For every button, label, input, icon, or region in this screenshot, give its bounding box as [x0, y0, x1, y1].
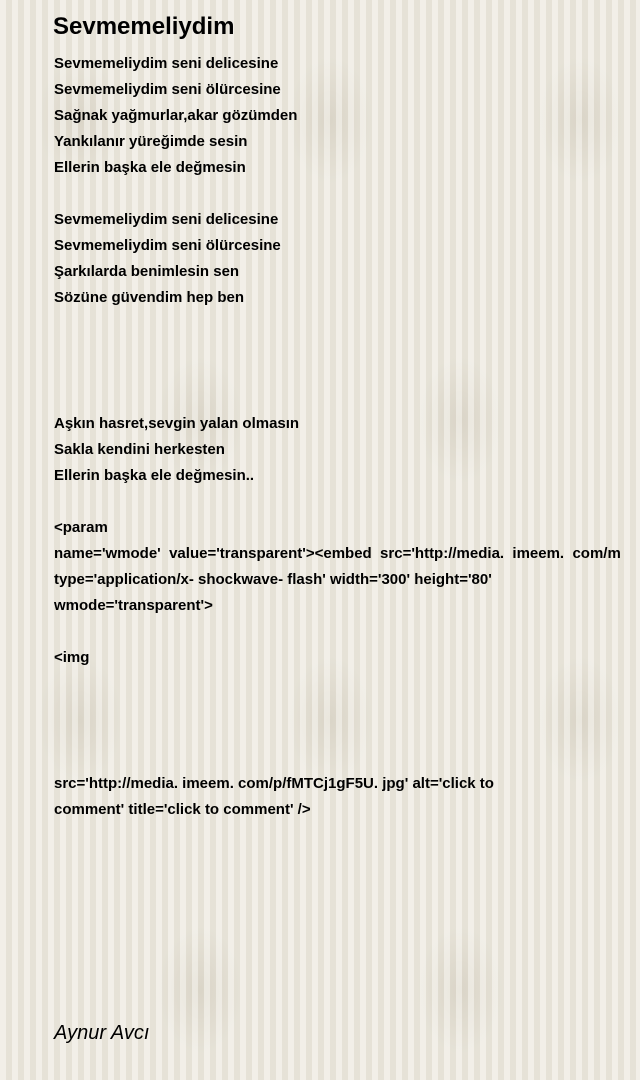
- poem-title: Sevmemeliydim: [53, 13, 235, 40]
- poem-line: Aşkın hasret,sevgin yalan olmasın: [54, 415, 300, 432]
- poem-line: Sevmemeliydim seni ölürcesine: [54, 237, 281, 254]
- embed-code-line: name='wmode' value='transparent'><embed src='http://media. imeem. com/m: [54, 545, 621, 562]
- embed-code-line: <img: [54, 649, 90, 666]
- poem-line: Şarkılarda benimlesin sen: [54, 263, 240, 280]
- poem-line: Sağnak yağmurlar,akar gözümden: [54, 107, 298, 124]
- poem-line: Sözüne güvendim hep ben: [54, 289, 245, 306]
- poem-line: Ellerin başka ele değmesin..: [54, 467, 255, 484]
- embed-code-line: comment' title='click to comment' />: [54, 801, 311, 818]
- poem-line: Ellerin başka ele değmesin: [54, 159, 246, 176]
- embed-code-line: type='application/x- shockwave- flash' width='300' height='80': [54, 571, 492, 588]
- poem-line: Sevmemeliydim seni delicesine: [54, 211, 279, 228]
- embed-code-line: src='http://media. imeem. com/p/fMTCj1gF5U. jpg' alt='click to: [54, 775, 494, 792]
- embed-code-line: <param: [54, 519, 108, 536]
- poem-line: Sakla kendini herkesten: [54, 441, 225, 458]
- embed-code-line: wmode='transparent'>: [54, 597, 213, 614]
- poem-line: Yankılanır yüreğimde sesin: [54, 133, 248, 150]
- poem-line: Sevmemeliydim seni ölürcesine: [54, 81, 281, 98]
- poem-line: Sevmemeliydim seni delicesine: [54, 55, 279, 72]
- poem-author: Aynur Avcı: [54, 1022, 150, 1044]
